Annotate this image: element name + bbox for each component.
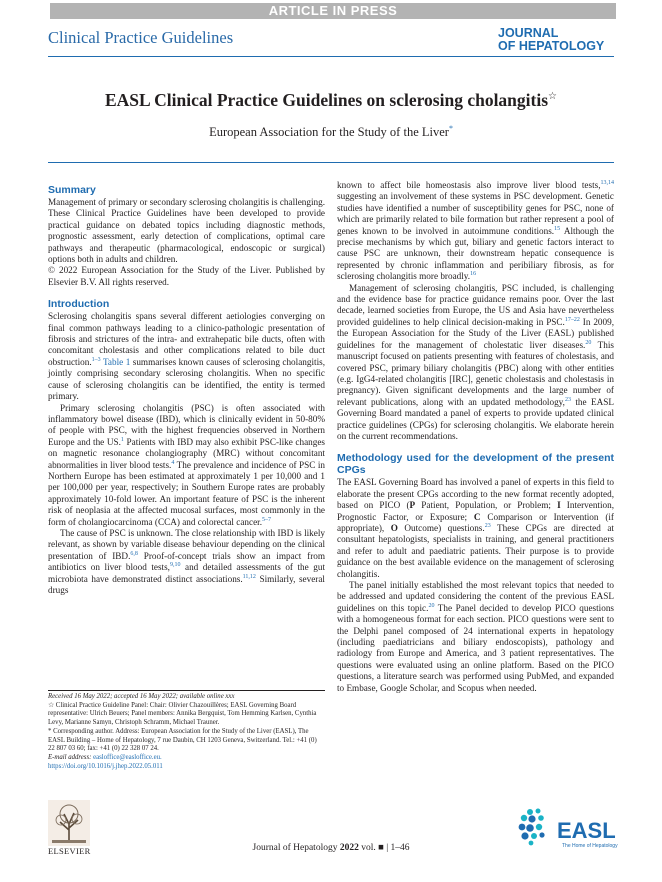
- easl-wordmark: EASL: [557, 818, 616, 843]
- text: The panel initially established the most relevant topics that needed to be addressed and updated considering the content of the previous EASL guidelines on this topic.: [337, 580, 614, 613]
- article-title-text: EASL Clinical Practice Guidelines on sclerosing cholangitis: [105, 90, 549, 110]
- citation-link[interactable]: 16: [470, 271, 477, 278]
- text: Management of sclerosing cholangitis, PSC included, is challenging and the evidence base for practice guidance remains poor. Over the last decade, learned societies from Europe, the US and Asia have nevertheless provided guidelines to help clinical decision-making in PSC.: [337, 282, 614, 327]
- text: known to affect bile homeostasis also improve liver blood tests,: [337, 180, 601, 190]
- right-column: [337, 180, 614, 694]
- article-title: [48, 90, 614, 111]
- text: In 2009, the European Association for the Study of the Liver (EASL) published guidelines for the management of cholestatic liver diseases.: [337, 316, 614, 350]
- text: Outcome) questions.: [397, 522, 485, 533]
- table-1-link[interactable]: Table 1: [102, 356, 131, 367]
- left-column: [48, 184, 325, 596]
- citation-link[interactable]: 23: [484, 522, 491, 529]
- citation-link[interactable]: 15: [554, 225, 561, 232]
- text: This manuscript focused on patients presenting with features of cholestasis, and covered PSC, primary biliary cholangitis (PBC) along with other entities (e.g. IgG4-related cholangitis [IRC], genetic cholestasis and cholestasis in pregnancy). Given significant developments and the large number of relevant publications, along with an updated methodology,: [337, 339, 614, 407]
- text: Sclerosing cholangitis spans several different aetiologies converging on final common pathways leading to a clinico-pathologic presentation of fibrosis and strictures of the intra- and extrahepatic bile ducts, often with concomitant cholestasis and other complications related to bile duct obstruction.: [48, 311, 325, 367]
- text: The cause of PSC is unknown. The close relationship with IBD is likely relevant, as shown by variable disease behaviour depending on the clinical presentation of IBD.: [48, 527, 325, 561]
- citation-link[interactable]: 1: [120, 436, 124, 443]
- methodology-paragraph-2: [337, 580, 614, 694]
- panel-footnote: ☆ Clinical Practice Guideline Panel: Chair: Olivier Chazouillères; EASL Governing Board representative: Ulrich Beuers; Panel members: Annika Bergquist, Tom Hemming Karlsen, Cynthia Levy, Marianne Samyn, Christoph Schramm, Michael Trauner.: [48, 701, 317, 727]
- corresponding-author-footnote: * Corresponding author. Address: European Association for the Study of the Liver (EASL), The EASL Building – Home of Hepatology, 7 rue Daubin, CH 1203 Geneva, Switzerland. Tel.: +41 (0) 22 807 03 60; fax: +41 (0) 22 328 07 24.: [48, 727, 317, 753]
- author-footnote-mark[interactable]: *: [448, 124, 453, 133]
- journal-logo: [498, 27, 604, 53]
- intro-paragraph-3: [48, 528, 325, 596]
- intro-paragraph-1: [48, 311, 325, 402]
- section-label: Clinical Practice Guidelines: [48, 28, 234, 47]
- citation-link[interactable]: 1–3: [91, 356, 101, 363]
- page-footer: [220, 843, 442, 853]
- citation-link[interactable]: 11,12: [242, 573, 256, 580]
- methodology-paragraph-1: [337, 477, 614, 580]
- text: Primary sclerosing cholangitis (PSC) is often associated with inflammatory bowel disease (IBD), which is clinically evident in 50-80% of people with PSC, with the highest frequencies observed in Northern Europe and the US.: [48, 402, 325, 447]
- summary-copyright: © 2022 European Association for the Study of the Liver. Published by Elsevier B.V. All rights reserved.: [48, 265, 325, 287]
- citation-link[interactable]: 23: [564, 396, 571, 403]
- citation-link[interactable]: 4: [171, 459, 175, 466]
- citation-link[interactable]: 6,8: [130, 550, 138, 557]
- journal-logo-line2: OF HEPATOLOGY: [498, 39, 605, 53]
- text: suggesting an involvement of these systems in PSC development. Genetic studies have identified a number of susceptibility genes for PSC, none of which are primarily related to bile formation but rather represent a pool of genes known to be involved in autoimmune conditions.: [337, 191, 614, 236]
- easl-tagline: The Home of Hepatology: [562, 843, 618, 849]
- easl-dots-icon: [516, 806, 556, 846]
- text: Although the precise mechanisms by which gut, biliary and genetic factors interact to cause PSC are unknown, their downstream hepatic consequence is represented by chronic inflammation and peribiliary fibrosis, as for sclerosing cholangitis more broadly.: [337, 225, 614, 282]
- elsevier-wordmark: ELSEVIER: [48, 846, 91, 856]
- email-line: [48, 754, 325, 763]
- text: The prevalence and incidence of PSC in Northern Europe has been estimated at approximately 1 per 10,000 and 1 per 100,000 per year, respectively; in Southern Europe rates are probably approximately 10-fold lower. An important feature of PSC is the inherent risk of neoplasia at the affected mucosal surfaces, most commonly in the form of cholangiocarcinoma (CCA) and colorectal cancer.: [48, 459, 325, 527]
- text: the EASL Governing Board mandated a panel of experts to provide updated clinical practice guidelines (CPGs) for sclerosing cholangitis. We elaborate herein on the current recommendations.: [337, 396, 614, 441]
- text: These CPGs are directed at consultant hepatologists, specialists in training, and general practitioners and refer to adult and paediatric patients. Their purpose is to provide guidance on the best available evidence on the management of sclerosing cholangitis.: [337, 522, 614, 579]
- text: Intervention, Prognostic Factor, or Exposure;: [337, 500, 615, 522]
- footnotes: [48, 693, 325, 771]
- header-rule: [48, 56, 614, 57]
- summary-text: Management of primary or secondary sclerosing cholangitis is challenging. These Clinical Practice Guidelines have been developed to provide practical guidance on debated topics including diagnostic methods, prognostic assessment, early detection of complications, optimal care pathways and therapeutic (pharmacological, endoscopic or surgical) options both in adults and children.: [48, 197, 325, 265]
- citation-link[interactable]: 20: [428, 602, 435, 609]
- citation-link[interactable]: 5–7: [262, 516, 272, 523]
- summary-heading: Summary: [48, 184, 96, 196]
- right-paragraph-1: [337, 180, 614, 283]
- citation-link[interactable]: 13,14: [600, 179, 614, 186]
- pico-i: I: [557, 500, 561, 511]
- doi-link[interactable]: https://doi.org/10.1016/j.jhep.2022.05.011: [48, 762, 163, 770]
- right-paragraph-2: [337, 283, 614, 443]
- title-rule: [48, 162, 614, 163]
- elsevier-tree-logo: [48, 800, 90, 846]
- text: Comparison or Intervention (if appropriate),: [337, 511, 614, 533]
- article-in-press-banner: ARTICLE IN PRESS: [50, 3, 616, 19]
- citation-link[interactable]: 9,10: [169, 562, 181, 569]
- intro-paragraph-2: [48, 403, 325, 528]
- text: The EASL Governing Board has involved a panel of experts in this field to elaborate the present CPGs according to the new format recently adopted, based on PICO (: [337, 477, 614, 511]
- footer-year: 2022: [339, 843, 359, 853]
- email-link[interactable]: easloffice@easloffice.eu.: [93, 753, 162, 761]
- author-line: [48, 124, 614, 140]
- pico-c: C: [473, 511, 481, 522]
- text: and detailed assessments of the gut microbiota have demonstrated distinct associations.: [48, 562, 325, 584]
- email-label: E-mail address:: [48, 753, 92, 761]
- footnote-rule: [48, 690, 325, 691]
- footer-journal: Journal of Hepatology: [252, 843, 340, 853]
- received-dates: Received 16 May 2022; accepted 16 May 2022; available online xxx: [48, 693, 235, 700]
- text: Similarly, several drugs: [48, 573, 325, 595]
- text: Patients with IBD may also exhibit PSC-like changes on magnetic resonance cholangiography (MRC) without concomitant abnormalities in liver blood tests.: [48, 436, 325, 470]
- footer-volume: vol. ■ | 1–46: [358, 843, 410, 853]
- methodology-heading: Methodology used for the development of the present CPGs: [337, 452, 614, 477]
- text: The Panel decided to develop PICO questions with a homogeneous format for each section. PICO questions were sent to the Delphi panel composed of 24 international experts in hepatology (including paediatricians and biliary endoscopists), pathology and radiology from Europe and America, and 3 patient representatives. The questions were evaluated using an online platform. Based on the PICO questions, a literature search was performed using PubMed, and expanded to Embase, Google Scholar, and Scopus when needed.: [337, 602, 614, 693]
- pico-o: O: [390, 522, 398, 533]
- title-footnote-mark[interactable]: ☆: [548, 91, 557, 103]
- citation-link[interactable]: 20: [585, 339, 592, 346]
- introduction-heading: Introduction: [48, 298, 110, 311]
- text: summarises known causes of sclerosing cholangitis, jointly comprising secondary sclerosing cholangitis. When no specific cause of sclerosing cholangitis can be identified, the entity is termed primary.: [48, 356, 325, 402]
- citation-link[interactable]: 17–22: [564, 316, 580, 323]
- author-name: European Association for the Study of the Liver: [209, 125, 449, 140]
- text: Proof-of-concept trials show an impact from antibiotics on liver blood tests,: [48, 550, 325, 573]
- journal-logo-line1: JOURNAL: [498, 26, 559, 40]
- text: Patient, Population, or Problem;: [415, 500, 558, 511]
- pico-p: P: [409, 500, 416, 511]
